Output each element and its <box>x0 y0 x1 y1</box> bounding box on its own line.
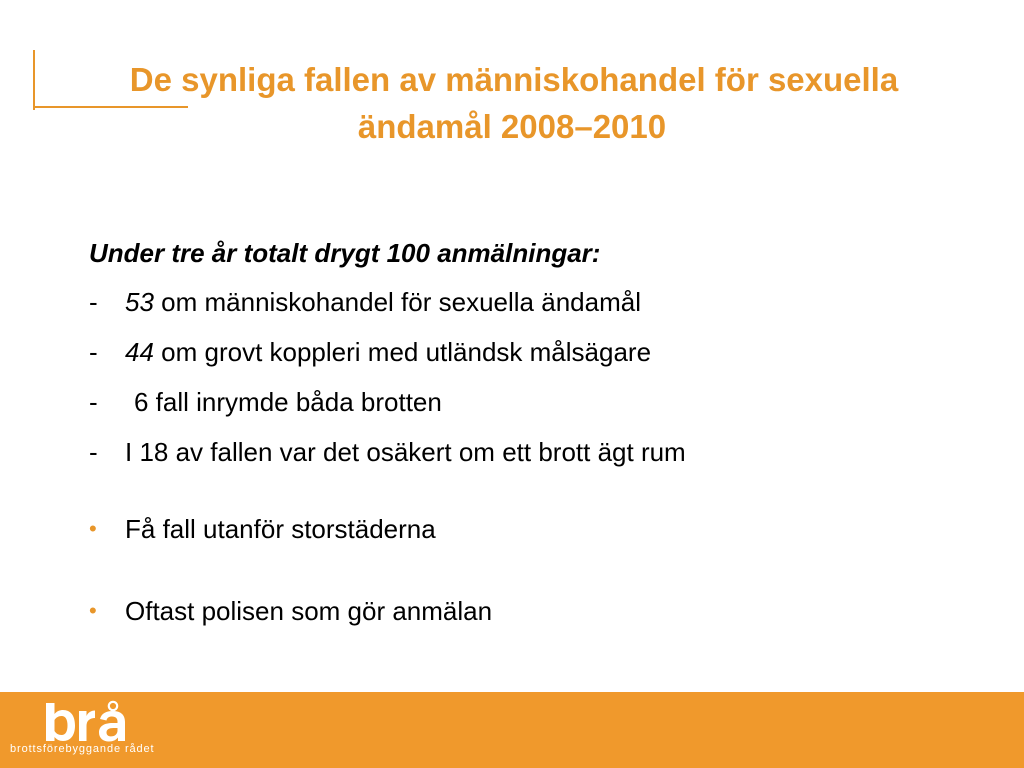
bra-logo <box>44 700 132 744</box>
dash-marker: - <box>89 287 98 317</box>
slide-title-line-2: ändamål 2008–2010 <box>357 108 667 145</box>
dash-item-text: 6 fall inrymde båda brotten <box>134 387 442 417</box>
body-heading-colon: : <box>591 238 601 268</box>
footer-bar <box>0 692 1024 768</box>
bullet-marker: • <box>89 598 97 623</box>
dash-item-content <box>125 327 651 377</box>
dash-item-number: 53 <box>125 287 154 317</box>
dash-item-text: I 18 av fallen var det osäkert om ett brott ägt rum <box>125 437 686 467</box>
dash-marker: - <box>89 337 98 367</box>
body-heading <box>89 229 984 277</box>
body-heading-text: Under tre år totalt drygt 100 anmälningar <box>89 238 592 268</box>
dash-item-content <box>125 377 442 427</box>
dash-item-content <box>125 277 641 327</box>
dash-list-item <box>89 277 984 327</box>
slide-title-line-1: De synliga fallen av människohandel för sexuella <box>129 61 899 98</box>
slide-body <box>89 229 984 631</box>
bullet-list-item <box>89 591 984 631</box>
dash-item-number: 44 <box>125 337 154 367</box>
logo-subtitle: brottsförebyggande rådet <box>10 743 155 755</box>
bullet-list-item <box>89 509 984 549</box>
dash-item-text: om människohandel för sexuella ändamål <box>153 287 641 317</box>
dash-marker: - <box>89 437 98 467</box>
slide-title <box>0 56 1024 150</box>
dash-list-item <box>89 427 984 477</box>
bullet-marker: • <box>89 516 97 541</box>
dash-item-content <box>125 427 686 477</box>
dash-list-item <box>89 327 984 377</box>
dash-marker: - <box>89 387 98 417</box>
bullet-item-text: Få fall utanför storstäderna <box>125 514 436 544</box>
dash-list-item <box>89 377 984 427</box>
bullet-item-text: Oftast polisen som gör anmälan <box>125 596 493 626</box>
dash-item-text: om grovt koppleri med utländsk målsägare <box>153 337 652 367</box>
